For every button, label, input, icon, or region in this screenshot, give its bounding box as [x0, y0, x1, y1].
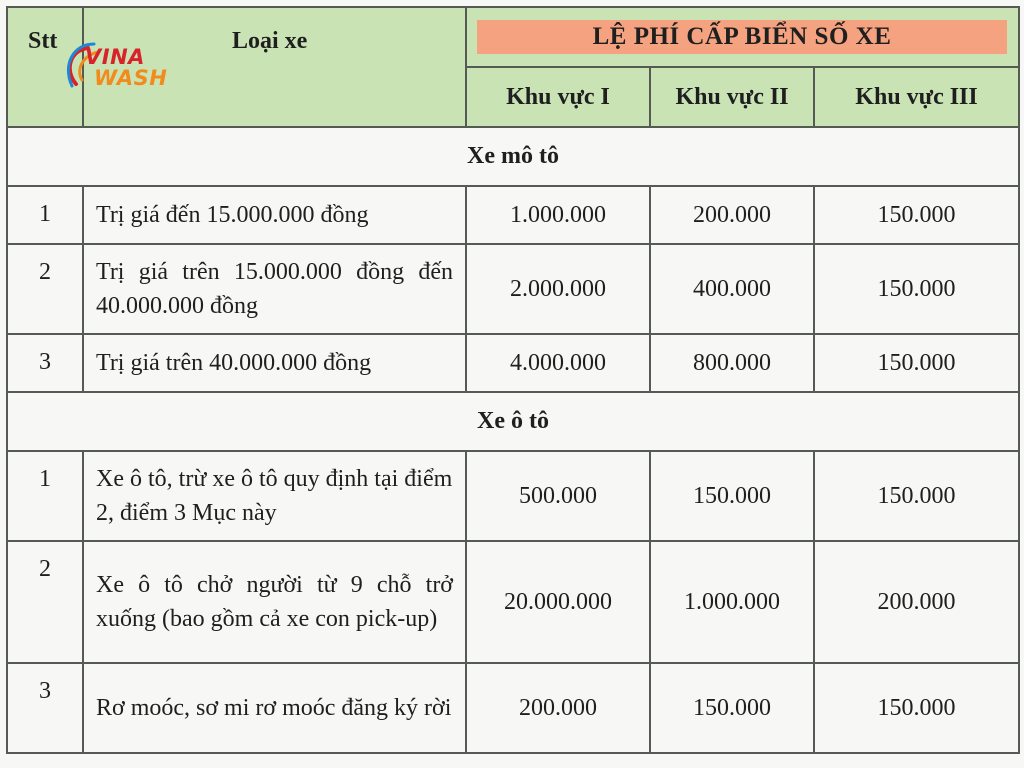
header-region-2: Khu vực II [650, 67, 814, 127]
header-stt: Stt [28, 28, 58, 54]
table-row [7, 186, 1019, 244]
row-fee-region-2: 200.000 [650, 186, 814, 244]
row-fee-region-1: 1.000.000 [466, 186, 650, 244]
row-fee-region-3: 150.000 [814, 244, 1019, 334]
header-loai-xe: Loại xe [232, 28, 308, 54]
row-vehicle-type: Xe ô tô chở người từ 9 chỗ trở xuống (bao gồm cả xe con pick-up) [83, 541, 466, 663]
section-row-car [7, 392, 1019, 451]
row-vehicle-type: Trị giá đến 15.000.000 đồng [83, 186, 466, 244]
row-fee-region-1: 2.000.000 [466, 244, 650, 334]
row-fee-region-2: 400.000 [650, 244, 814, 334]
row-fee-region-3: 150.000 [814, 451, 1019, 541]
row-fee-region-3: 150.000 [814, 186, 1019, 244]
section-row-motorbike [7, 127, 1019, 186]
row-stt: 3 [7, 663, 83, 753]
table-row [7, 244, 1019, 334]
header-region-1: Khu vực I [466, 67, 650, 127]
row-fee-region-2: 150.000 [650, 451, 814, 541]
vinawash-logo [60, 36, 170, 106]
row-fee-region-3: 150.000 [814, 663, 1019, 753]
section-title: Xe mô tô [7, 127, 1019, 186]
row-fee-region-2: 1.000.000 [650, 541, 814, 663]
row-stt: 2 [7, 244, 83, 334]
table-row [7, 541, 1019, 663]
row-stt: 1 [7, 186, 83, 244]
logo-text-wash: WASH [94, 66, 168, 90]
row-fee-region-1: 20.000.000 [466, 541, 650, 663]
table-row [7, 334, 1019, 392]
row-fee-region-2: 800.000 [650, 334, 814, 392]
table-row [7, 451, 1019, 541]
row-vehicle-type: Rơ moóc, sơ mi rơ moóc đăng ký rời [83, 663, 466, 753]
row-fee-region-3: 200.000 [814, 541, 1019, 663]
row-fee-region-1: 200.000 [466, 663, 650, 753]
header-fee-cell [466, 7, 1019, 67]
row-fee-region-2: 150.000 [650, 663, 814, 753]
section-title: Xe ô tô [7, 392, 1019, 451]
fee-title-banner: LỆ PHÍ CẤP BIỂN SỐ XE [477, 20, 1007, 54]
row-vehicle-type: Trị giá trên 40.000.000 đồng [83, 334, 466, 392]
row-stt: 3 [7, 334, 83, 392]
row-fee-region-1: 4.000.000 [466, 334, 650, 392]
logo-text-vina: VINA [85, 45, 145, 69]
row-fee-region-3: 150.000 [814, 334, 1019, 392]
row-vehicle-type: Trị giá trên 15.000.000 đồng đến 40.000.000 đồng [83, 244, 466, 334]
row-stt: 2 [7, 541, 83, 663]
fee-table [6, 6, 1020, 754]
table-row [7, 663, 1019, 753]
row-fee-region-1: 500.000 [466, 451, 650, 541]
row-stt: 1 [7, 451, 83, 541]
header-region-3: Khu vực III [814, 67, 1019, 127]
row-vehicle-type: Xe ô tô, trừ xe ô tô quy định tại điểm 2, điểm 3 Mục này [83, 451, 466, 541]
